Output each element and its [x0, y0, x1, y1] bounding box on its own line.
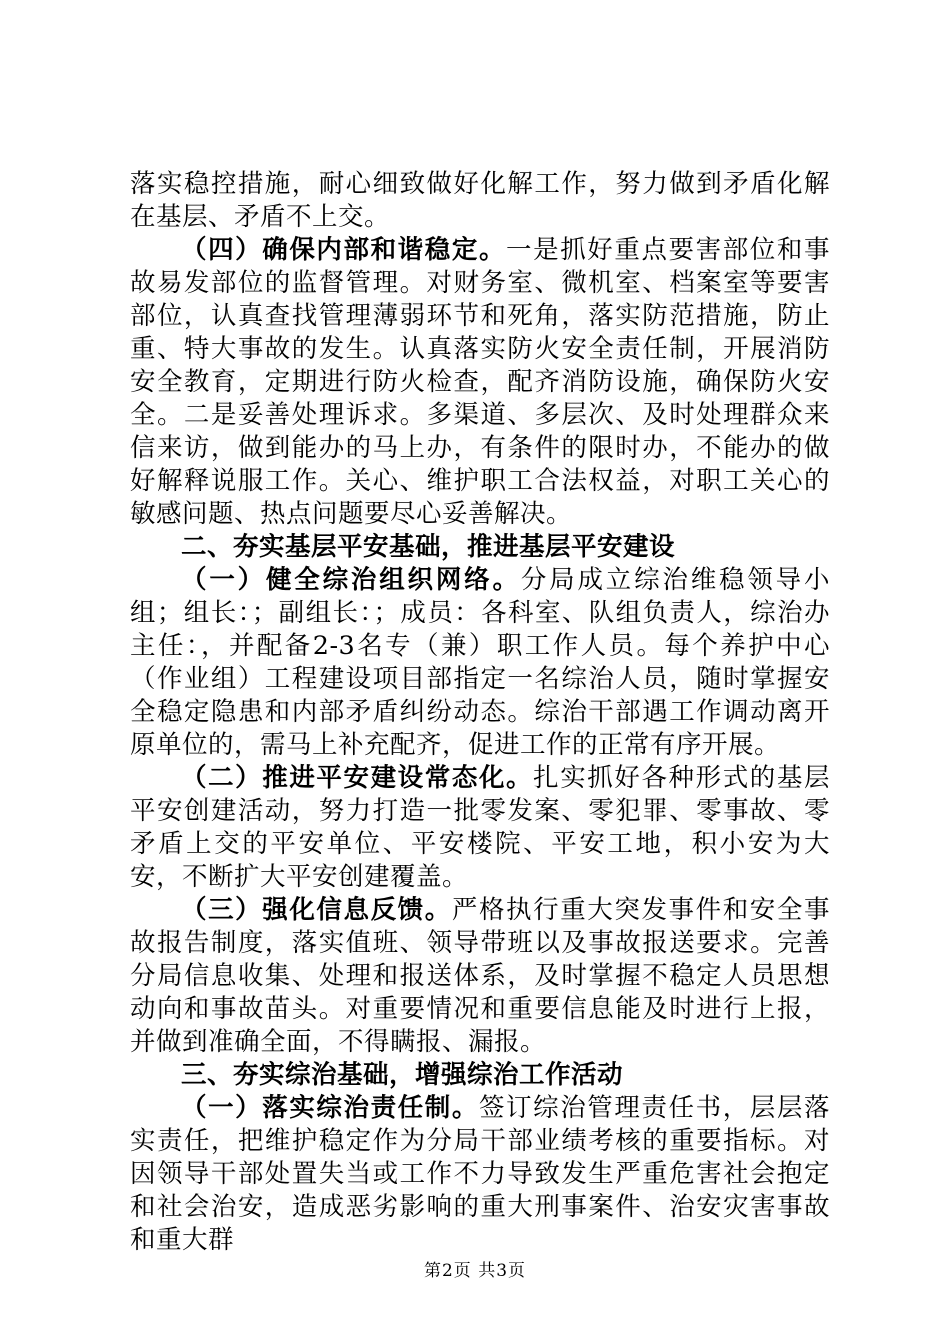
section-heading-text: 二、夯实基层平安基础，推进基层平安建设 [181, 532, 676, 562]
paragraph-lead: （一）落实综治责任制。 [181, 1093, 479, 1123]
paragraph-text: 签订综治管理责任书，层层落实责任，把维护稳定作为分局干部业绩考核的重要指标。对因领导干部处置失当或工作不力导致发生严重危害社会抱定和社会治安，造成恶劣影响的重大刑事案件、治安灾害事故和重大群 [130, 1093, 830, 1255]
document-body [130, 168, 830, 1257]
paragraph-text: 一是抓好重点要害部位和事故易发部位的监督管理。对财务室、微机室、档案室等要害部位，认真查找管理薄弱环节和死角，落实防范措施，防止重、特大事故的发生。认真落实防火安全责任制，开展消防安全教育，定期进行防火检查，配齐消防设施，确保防火安全。二是妥善处理诉求。多渠道、多层次、及时处理群众来信来访，做到能办的马上办，有条件的限时办，不能办的做好解释说服工作。关心、维护职工合法权益，对职工关心的敏感问题、热点问题要尽心妥善解决。 [130, 235, 830, 529]
paragraph-item [130, 762, 830, 894]
paragraph-continuation [130, 168, 830, 234]
paragraph-item [130, 564, 830, 762]
paragraph-text: 落实稳控措施，耐心细致做好化解工作，努力做到矛盾化解在基层、矛盾不上交。 [130, 169, 830, 232]
paragraph-text: 扎实抓好各种形式的基层平安创建活动，努力打造一批零发案、零犯罪、零事故、零矛盾上交的平安单位、平安楼院、平安工地，积小安为大安，不断扩大平安创建覆盖。 [130, 763, 830, 892]
paragraph-lead: （三）强化信息反馈。 [181, 895, 452, 925]
paragraph-item [130, 894, 830, 1059]
page-number-footer [0, 1256, 950, 1281]
section-heading [130, 531, 830, 564]
paragraph-item [130, 1092, 830, 1257]
paragraph-lead: （四）确保内部和谐稳定。 [181, 235, 507, 265]
paragraph-text: 分局成立综治维稳领导小组；组长：；副组长：；成员：各科室、队组负责人，综治办主任：，并配备2-3名专（兼）职工作人员。每个养护中心（作业组）工程建设项目部指定一名综治人员，随时掌握安全稳定隐患和内部矛盾纠纷动态。综治干部遇工作调动离开原单位的，需马上补充配齐，促进工作的正常有序开展。 [130, 565, 830, 760]
section-heading-text: 三、夯实综治基础，增强综治工作活动 [181, 1060, 624, 1090]
paragraph-item [130, 234, 830, 531]
paragraph-text: 严格执行重大突发事件和安全事故报告制度，落实值班、领导带班以及事故报送要求。完善分局信息收集、处理和报送体系，及时掌握不稳定人员思想动向和事故苗头。对重要情况和重要信息能及时进行上报，并做到准确全面，不得瞒报、漏报。 [130, 895, 830, 1057]
page-number-label: 第2页 共3页 [423, 1261, 527, 1281]
paragraph-lead: （二）推进平安建设常态化。 [181, 763, 534, 793]
paragraph-lead: （一）健全综治组织网络。 [181, 565, 521, 595]
section-heading [130, 1059, 830, 1092]
